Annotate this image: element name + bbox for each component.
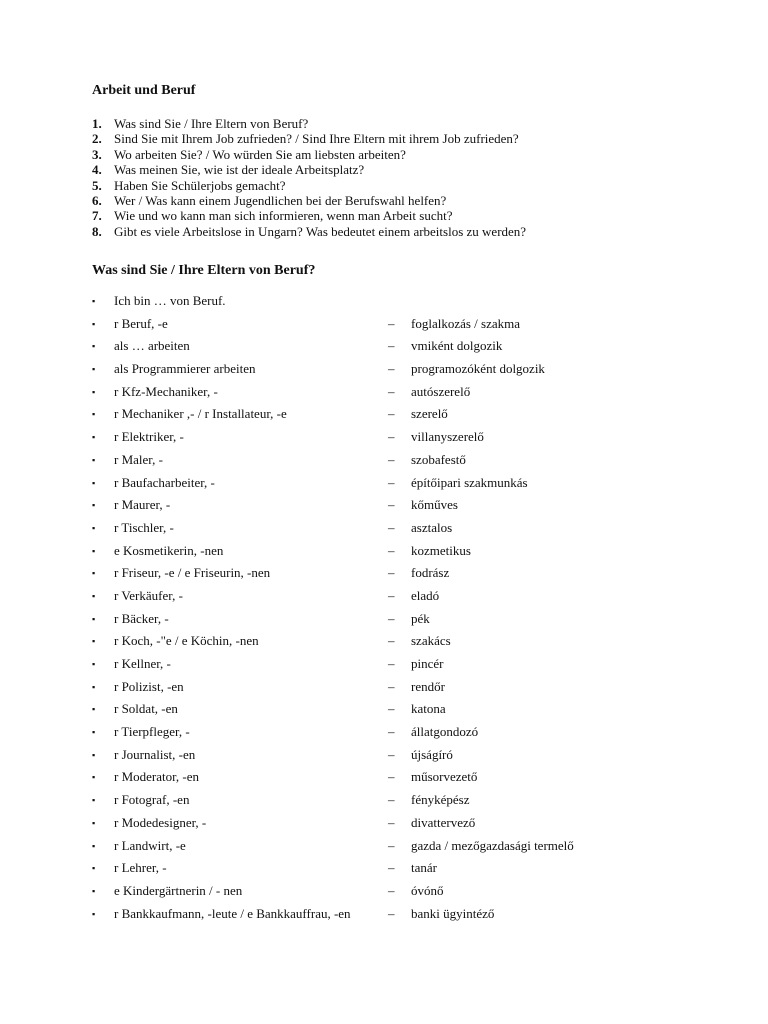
square-bullet-icon: ▪ [92, 863, 96, 874]
square-bullet-icon: ▪ [92, 704, 96, 715]
question-text: Wer / Was kann einem Jugendlichen bei der Berufswahl helfen? [114, 192, 447, 208]
square-bullet-icon: ▪ [92, 522, 96, 533]
square-bullet-icon: ▪ [92, 636, 96, 647]
question-item [92, 147, 526, 162]
vocab-term: r Koch, -"e / e Köchin, -nen [114, 633, 259, 649]
vocab-meaning: szerelő [411, 406, 448, 422]
vocab-meaning: villanyszerelő [411, 429, 484, 445]
square-bullet-icon: ▪ [92, 364, 96, 375]
vocab-meaning: kozmetikus [411, 542, 471, 558]
question-text: Gibt es viele Arbeitslose in Ungarn? Was bedeutet einem arbeitslos zu werden? [114, 223, 527, 239]
square-bullet-icon: ▪ [92, 659, 96, 669]
vocab-meaning: programozóként dolgozik [411, 361, 545, 377]
vocab-meaning: kőműves [411, 497, 458, 513]
question-number: 2. [92, 131, 102, 147]
square-bullet-icon: ▪ [92, 545, 96, 556]
vocab-term: Ich bin … von Beruf. [114, 293, 226, 308]
square-bullet-icon: ▪ [92, 795, 96, 806]
square-bullet-icon: ▪ [92, 817, 96, 828]
vocab-term: e Kosmetikerin, -nen [114, 542, 224, 558]
vocab-term: r Elektriker, - [114, 429, 184, 445]
vocab-meaning: építőipari szakmunkás [411, 474, 528, 490]
square-bullet-icon: ▪ [92, 749, 96, 760]
question-text: Haben Sie Schülerjobs gemacht? [114, 177, 286, 193]
question-item [92, 116, 526, 131]
vocab-meaning: autószerelő [411, 383, 471, 399]
question-number: 7. [92, 208, 102, 224]
question-text: Sind Sie mit Ihrem Job zufrieden? / Sind Ihre Eltern mit ihrem Job zufrieden? [114, 131, 519, 147]
vocab-meaning: banki ügyintéző [411, 905, 495, 921]
vocab-term: r Bäcker, - [114, 610, 169, 626]
square-bullet-icon: ▪ [92, 296, 96, 306]
square-bullet-icon: ▪ [92, 500, 96, 511]
document-title: Arbeit und Beruf [92, 83, 196, 98]
square-bullet-icon: ▪ [92, 840, 96, 851]
vocab-term: r Tischler, - [114, 519, 174, 535]
vocab-meaning: szakács [411, 633, 451, 649]
question-item [92, 178, 526, 193]
square-bullet-icon: ▪ [92, 772, 96, 783]
vocab-meaning: fodrász [411, 565, 450, 581]
vocab-meaning: eladó [411, 587, 440, 603]
question-item [92, 193, 526, 208]
vocab-separator: – [388, 565, 395, 581]
vocab-term: r Verkäufer, - [114, 587, 183, 603]
question-item [92, 224, 526, 239]
vocab-term: r Moderator, -en [114, 769, 200, 785]
vocab-separator: – [388, 542, 395, 558]
vocab-meaning: katona [411, 701, 446, 717]
vocab-separator: – [388, 406, 395, 422]
square-bullet-icon: ▪ [92, 409, 96, 420]
vocab-separator: – [388, 451, 395, 467]
square-bullet-icon: ▪ [92, 908, 96, 919]
vocab-term: r Soldat, -en [114, 701, 178, 717]
square-bullet-icon: ▪ [92, 318, 96, 329]
vocab-separator: – [388, 429, 395, 445]
square-bullet-icon: ▪ [92, 432, 96, 443]
question-list [92, 116, 526, 239]
vocab-term: als Programmierer arbeiten [114, 361, 256, 377]
vocab-separator: – [388, 497, 395, 513]
vocab-meaning: gazda / mezőgazdasági termelő [411, 837, 574, 853]
vocab-separator: – [388, 383, 395, 399]
vocab-term: r Kfz-Mechaniker, - [114, 383, 218, 399]
vocab-meaning: szobafestő [411, 451, 466, 467]
vocab-separator: – [388, 724, 395, 740]
vocab-meaning: pék [411, 610, 430, 626]
vocab-meaning: vmiként dolgozik [411, 338, 503, 354]
square-bullet-icon: ▪ [92, 386, 96, 397]
question-number: 1. [92, 116, 102, 131]
vocab-separator: – [388, 905, 395, 921]
vocab-separator: – [388, 792, 395, 808]
vocab-separator: – [388, 837, 395, 853]
vocab-meaning: pincér [411, 656, 444, 671]
vocab-separator: – [388, 860, 395, 876]
question-number: 4. [92, 162, 102, 178]
question-item [92, 208, 526, 223]
question-number: 3. [92, 146, 102, 162]
square-bullet-icon: ▪ [92, 477, 96, 488]
vocab-separator: – [388, 746, 395, 762]
vocab-term: r Baufacharbeiter, - [114, 474, 215, 490]
square-bullet-icon: ▪ [92, 454, 96, 465]
vocab-term: r Fotograf, -en [114, 792, 190, 808]
vocab-term: r Lehrer, - [114, 860, 167, 876]
vocab-term: r Tierpfleger, - [114, 724, 190, 740]
vocab-term: r Maler, - [114, 451, 163, 467]
vocab-term: r Journalist, -en [114, 746, 196, 762]
vocab-separator: – [388, 315, 395, 331]
question-item [92, 162, 526, 177]
vocab-meaning: tanár [411, 860, 437, 876]
vocab-term: r Bankkaufmann, -leute / e Bankkauffrau, -en [114, 905, 351, 921]
vocab-separator: – [388, 701, 395, 717]
vocab-separator: – [388, 769, 395, 785]
question-number: 5. [92, 177, 102, 193]
vocab-separator: – [388, 519, 395, 535]
vocab-meaning: újságíró [411, 746, 453, 762]
vocab-meaning: foglalkozás / szakma [411, 315, 521, 331]
vocab-meaning: óvónő [411, 882, 444, 898]
vocab-term: r Beruf, -e [114, 315, 168, 331]
vocab-separator: – [388, 678, 395, 694]
question-text: Wie und wo kann man sich informieren, wenn man Arbeit sucht? [114, 208, 453, 224]
vocab-term: r Mechaniker ,- / r Installateur, -e [114, 406, 287, 422]
vocab-meaning: divattervező [411, 814, 476, 830]
vocab-separator: – [388, 814, 395, 830]
vocab-term: r Maurer, - [114, 497, 171, 513]
vocab-separator: – [388, 361, 395, 377]
vocab-term: r Kellner, - [114, 656, 171, 671]
square-bullet-icon: ▪ [92, 885, 96, 896]
square-bullet-icon: ▪ [92, 727, 96, 738]
question-item [92, 131, 526, 146]
vocab-separator: – [388, 474, 395, 490]
vocab-term: r Friseur, -e / e Friseurin, -nen [114, 565, 271, 581]
vocab-meaning: asztalos [411, 519, 453, 535]
vocab-term: als … arbeiten [114, 338, 190, 354]
square-bullet-icon: ▪ [92, 613, 96, 624]
section-heading: Was sind Sie / Ihre Eltern von Beruf? [92, 263, 316, 278]
vocab-separator: – [388, 633, 395, 649]
vocab-meaning: rendőr [411, 678, 445, 694]
vocab-meaning: műsorvezető [411, 769, 478, 785]
square-bullet-icon: ▪ [92, 681, 96, 692]
vocab-separator: – [388, 610, 395, 626]
vocab-term: r Landwirt, -e [114, 837, 186, 853]
vocab-term: r Modedesigner, - [114, 814, 207, 830]
vocab-term: e Kindergärtnerin / - nen [114, 882, 243, 898]
question-text: Was meinen Sie, wie ist der ideale Arbeitsplatz? [114, 162, 365, 178]
vocab-term: r Polizist, -en [114, 678, 184, 694]
vocab-separator: – [388, 882, 395, 898]
square-bullet-icon: ▪ [92, 590, 96, 601]
vocab-separator: – [388, 656, 395, 671]
square-bullet-icon: ▪ [92, 568, 96, 579]
question-number: 6. [92, 192, 102, 208]
square-bullet-icon: ▪ [92, 341, 96, 352]
vocab-separator: – [388, 338, 395, 354]
vocab-meaning: fényképész [411, 792, 470, 808]
vocab-meaning: állatgondozó [411, 724, 479, 740]
question-number: 8. [92, 223, 102, 239]
question-text: Was sind Sie / Ihre Eltern von Beruf? [114, 116, 309, 131]
question-text: Wo arbeiten Sie? / Wo würden Sie am liebsten arbeiten? [114, 146, 406, 162]
vocab-separator: – [388, 587, 395, 603]
